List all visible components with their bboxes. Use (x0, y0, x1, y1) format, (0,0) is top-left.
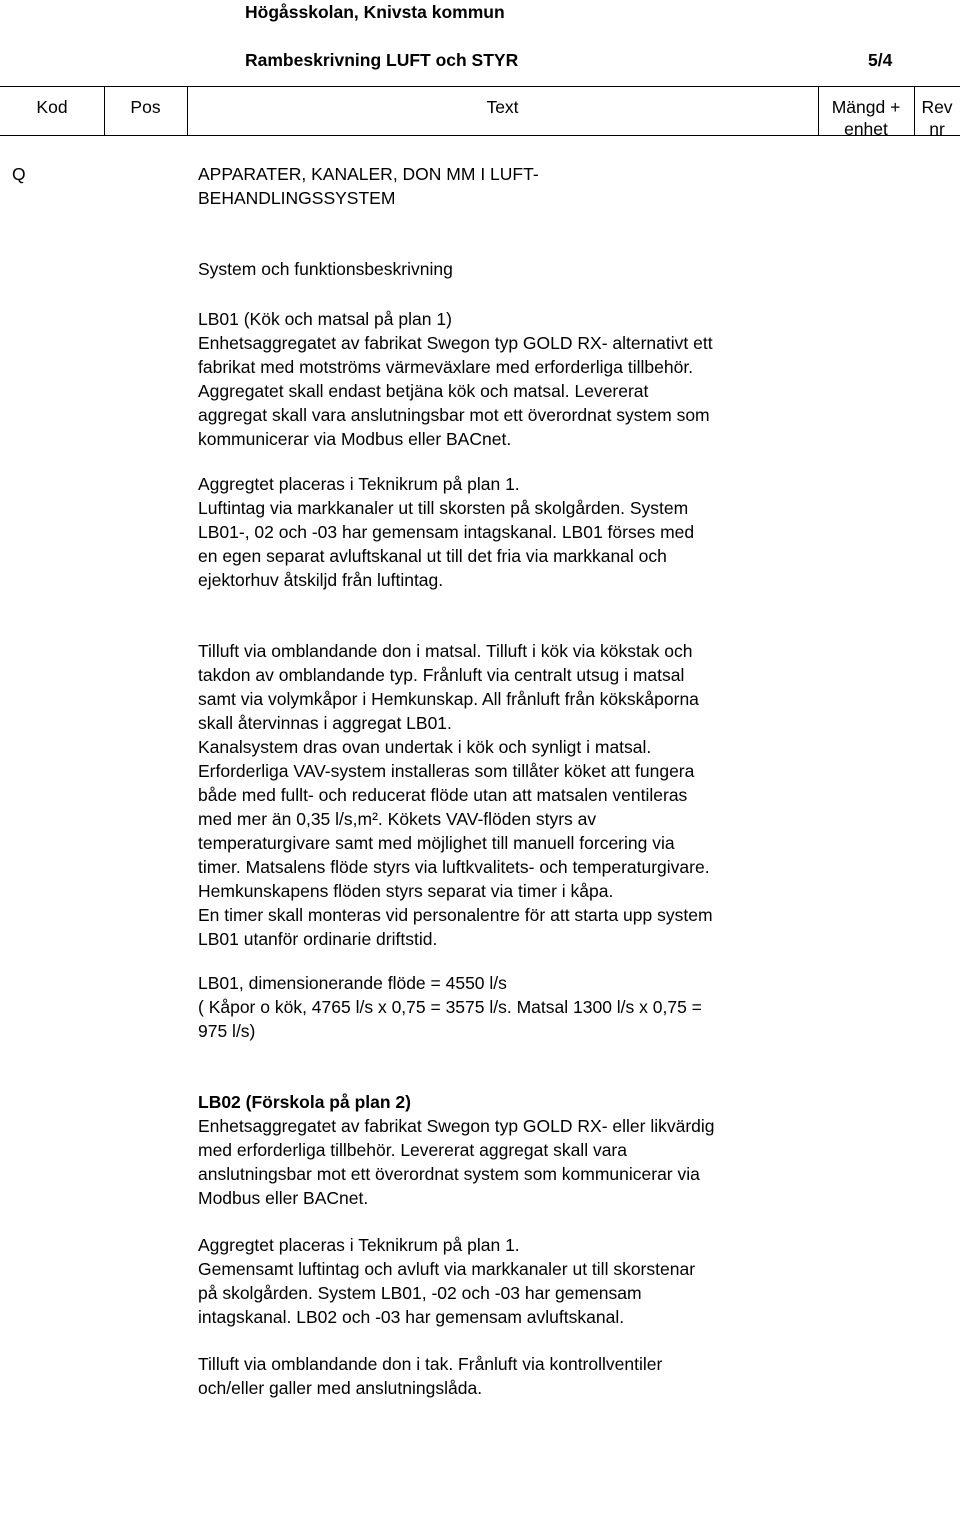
text-line: takdon av omblandande typ. Frånluft via centralt utsug i matsal (198, 665, 685, 685)
text-line: timer. Matsalens flöde styrs via luftkvalitets- och temperaturgivare. (198, 857, 710, 877)
text-line: Modbus eller BACnet. (198, 1188, 369, 1208)
subheading-text: System och funktionsbeskrivning (198, 259, 453, 279)
lb02-heading: LB02 (Förskola på plan 2) (198, 1092, 411, 1112)
section-code: Q (12, 164, 26, 184)
text-line: LB01-, 02 och -03 har gemensam intagskanal. LB01 förses med (198, 522, 695, 542)
text-line: både med fullt- och reducerat flöde utan att matsalen ventileras (198, 785, 688, 805)
column-header-rev-line1: Rev (921, 97, 953, 117)
text-line: på skolgården. System LB01, -02 och -03 har gemensam (198, 1283, 642, 1303)
text-line: intagskanal. LB02 och -03 har gemensam avluftskanal. (198, 1307, 625, 1327)
text-line: fabrikat med motströms värmeväxlare med erforderliga tillbehör. (198, 357, 694, 377)
column-header-rev (914, 96, 960, 140)
column-header-kod: Kod (36, 97, 68, 117)
table-top-rule (0, 86, 960, 87)
lb02-distribution-paragraph (198, 1352, 838, 1400)
column-header-mangd-line1: Mängd + (831, 97, 901, 117)
text-line: En timer skall monteras vid personalentre för att starta upp system (198, 905, 713, 925)
lb02-placement-paragraph (198, 1233, 838, 1329)
lb01-flow-paragraph (198, 971, 838, 1043)
text-line: Gemensamt luftintag och avluft via markkanaler ut till skorstenar (198, 1259, 696, 1279)
lb02-block (198, 1090, 838, 1210)
page-number: 5/4 (868, 50, 893, 70)
column-header-mangd (818, 96, 914, 140)
section-title-line: APPARATER, KANALER, DON MM I LUFT- (198, 164, 539, 184)
column-header-rev-line2: nr (929, 119, 945, 139)
text-line: Tilluft via omblandande don i matsal. Tilluft i kök via kökstak och (198, 641, 693, 661)
text-line: en egen separat avluftskanal ut till det fria via markkanal och (198, 546, 667, 566)
text-line: Enhetsaggregatet av fabrikat Swegon typ GOLD RX- eller likvärdig (198, 1116, 715, 1136)
lb01-placement-paragraph (198, 472, 838, 592)
text-line: Erforderliga VAV-system installeras som tillåter köket att fungera (198, 761, 695, 781)
section-title (198, 162, 838, 210)
text-line: ejektorhuv åtskiljd från luftintag. (198, 570, 444, 590)
text-line: med erforderliga tillbehör. Levererat aggregat skall vara (198, 1140, 627, 1160)
text-line: Luftintag via markkanaler ut till skorsten på skolgården. System (198, 498, 689, 518)
text-line: Aggregatet skall endast betjäna kök och matsal. Levererat (198, 381, 649, 401)
text-line: Hemkunskapens flöden styrs separat via timer i kåpa. (198, 881, 614, 901)
text-line: 975 l/s) (198, 1021, 256, 1041)
text-line: anslutningsbar mot ett överordnat system som kommunicerar via (198, 1164, 700, 1184)
text-line: och/eller galler med anslutningslåda. (198, 1378, 483, 1398)
document-title: Rambeskrivning LUFT och STYR (245, 50, 519, 70)
section-title-line: BEHANDLINGSSYSTEM (198, 188, 396, 208)
text-line: LB01, dimensionerande flöde = 4550 l/s (198, 973, 507, 993)
lb01-distribution-paragraph (198, 639, 838, 951)
lb01-block (198, 307, 838, 451)
text-line: LB01 utanför ordinarie driftstid. (198, 929, 438, 949)
text-line: temperaturgivare samt med möjlighet till manuell forcering via (198, 833, 675, 853)
column-header-mangd-line2: enhet (844, 119, 888, 139)
text-line: Aggregtet placeras i Teknikrum på plan 1. (198, 474, 520, 494)
text-line: aggregat skall vara anslutningsbar mot ett överordnat system som (198, 405, 710, 425)
text-line: med mer än 0,35 l/s,m². Kökets VAV-flöden styrs av (198, 809, 597, 829)
organization-name: Högåsskolan, Knivsta kommun (245, 2, 505, 22)
text-line: Enhetsaggregatet av fabrikat Swegon typ GOLD RX- alternativt ett (198, 333, 713, 353)
column-header-pos: Pos (130, 97, 161, 117)
table-header-rule (0, 135, 960, 136)
text-line: skall återvinnas i aggregat LB01. (198, 713, 452, 733)
text-line: Tilluft via omblandande don i tak. Frånluft via kontrollventiler (198, 1354, 663, 1374)
column-header-text: Text (486, 97, 519, 117)
text-line: Kanalsystem dras ovan undertak i kök och synligt i matsal. (198, 737, 652, 757)
subheading (198, 257, 838, 281)
text-line: Aggregtet placeras i Teknikrum på plan 1. (198, 1235, 520, 1255)
lb01-heading: LB01 (Kök och matsal på plan 1) (198, 309, 452, 329)
text-line: kommunicerar via Modbus eller BACnet. (198, 429, 512, 449)
text-line: ( Kåpor o kök, 4765 l/s x 0,75 = 3575 l/s. Matsal 1300 l/s x 0,75 = (198, 997, 702, 1017)
text-line: samt via volymkåpor i Hemkunskap. All frånluft från kökskåporna (198, 689, 699, 709)
